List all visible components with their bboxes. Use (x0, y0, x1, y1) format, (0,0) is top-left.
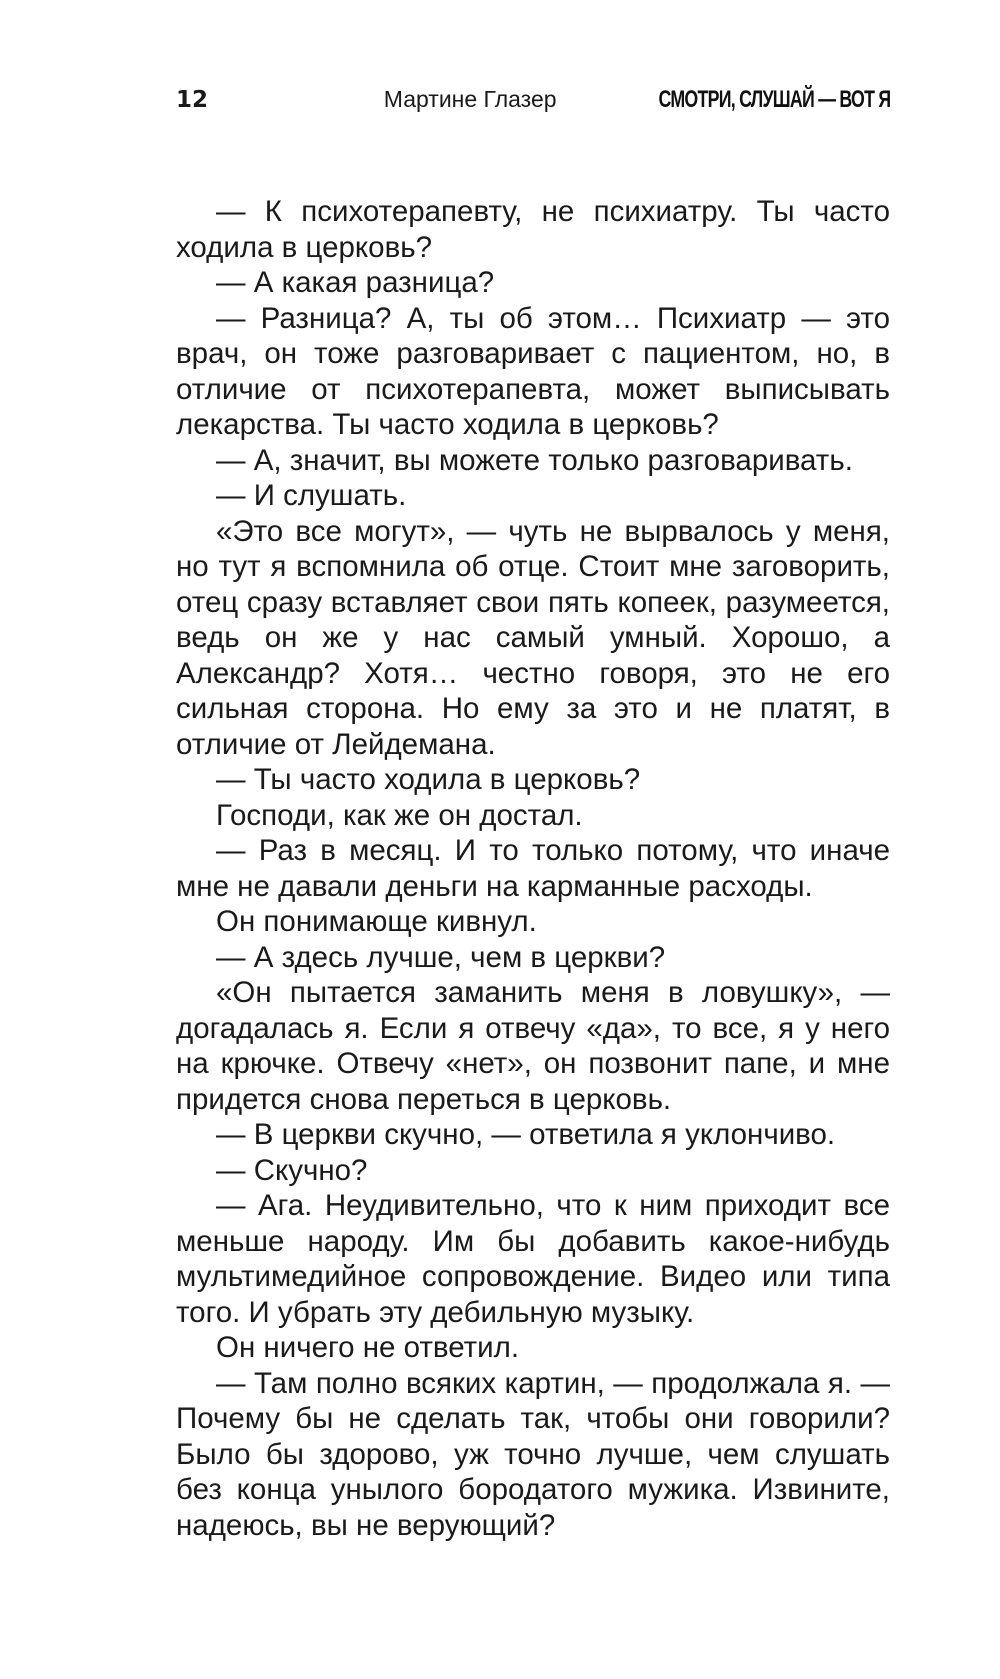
paragraph: — Ты часто ходила в церковь? (216, 763, 641, 796)
book-title: СМОТРИ, СЛУШАЙ — ВОТ Я (658, 86, 890, 113)
paragraph: — А здесь лучше, чем в церкви? (216, 940, 666, 974)
paragraph: Он ничего не ответил. (216, 1331, 520, 1364)
paragraph: — А, значит, вы можете только разговаривать. (216, 443, 853, 477)
page-number: 12 (176, 87, 209, 113)
paragraph: — Скучно? (216, 1153, 368, 1187)
header-right (384, 86, 890, 114)
paragraph: — Разница? А, ты об этом… Психиатр — это врач, он тоже разговаривает с пациентом, но, в отличие от психотерапевта, может выписывать лекарства. Ты часто ходила в церковь? (176, 301, 890, 441)
paragraph: — К психотерапевту, не психиатру. Ты часто ходила в церковь? (176, 195, 890, 264)
paragraph: — Ага. Неудивительно, что к ним приходит все меньше народу. Им бы добавить какое-нибудь мультимедийное сопровождение. Видео или типа того. И убрать эту дебильную музыку. (176, 1189, 890, 1329)
paragraph: — И слушать. (216, 479, 407, 512)
paragraph: — Там полно всяких картин, — продолжала я. — Почему бы не сделать так, чтобы они говорили? Было бы здорово, уж точно лучше, чем слушать без конца унылого бородатого мужика. Извините, надеюсь, вы не верующий? (176, 1366, 890, 1542)
paragraph: «Он пытается заманить меня в ловушку», — догадалась я. Если я отвечу «да», то все, я у него на крючке. Отвечу «нет», он позвонит папе, и мне придется снова переться в церковь. (176, 976, 890, 1116)
paragraph: «Это все могут», — чуть не вырвалось у меня, но тут я вспомнила об отце. Стоит мне заговорить, отец сразу вставляет свои пять копеек, разумеется, ведь он же у нас самый умный. Хорошо, а Александр? Хотя… честно говоря, это не его сильная сторона. Но ему за это и не платят, в отличие от Лейдемана. (176, 514, 890, 761)
author-name: Мартине Глазер (383, 86, 557, 112)
paragraph: — В церкви скучно, — ответила я уклончиво. (216, 1118, 836, 1151)
paragraph: — Раз в месяц. И то только потому, что иначе мне не давали деньги на карманные расходы. (176, 834, 890, 903)
paragraph: Господи, как же он достал. (216, 798, 583, 832)
running-header (176, 86, 890, 126)
paragraph: — А какая разница? (216, 266, 495, 299)
paragraph: Он понимающе кивнул. (216, 905, 537, 938)
body-text (176, 194, 890, 1543)
